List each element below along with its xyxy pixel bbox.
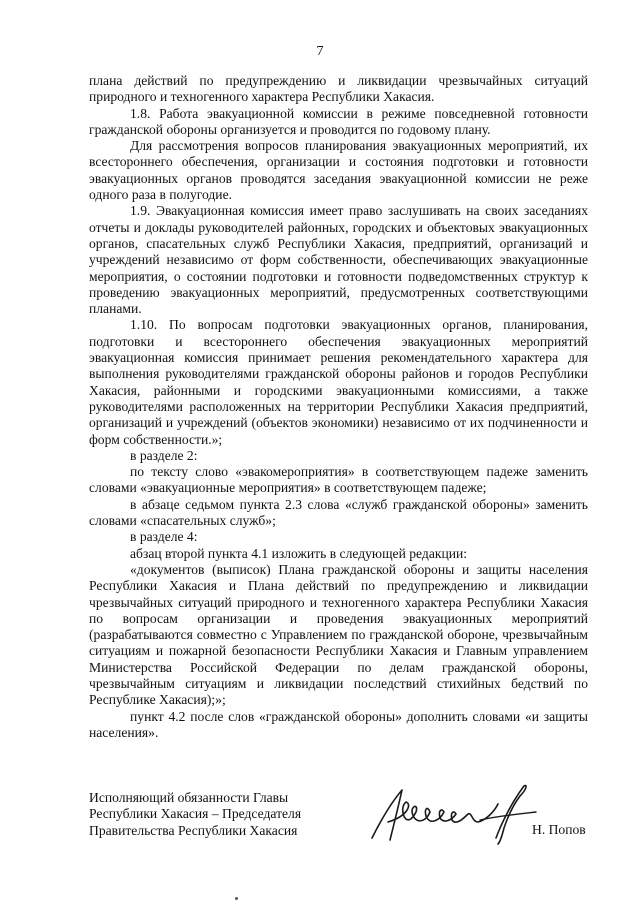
- signatory-title-line: Республики Хакасия – Председателя: [89, 806, 302, 822]
- scan-artifact: [235, 897, 238, 900]
- signatory-title-line: Правительства Республики Хакасия: [89, 822, 298, 838]
- signatory-name: Н. Попов: [532, 822, 586, 837]
- paragraph: абзац второй пункта 4.1 изложить в следующей редакции:: [130, 545, 468, 561]
- paragraph: в разделе 2:: [130, 447, 198, 463]
- signatory-title-line: Исполняющий обязанности Главы: [89, 790, 289, 805]
- paragraph: 1.8. Работа эвакуационной комиссии в режиме повседневной готовности гражданской обороны организуется и проводится по годовому плану.: [89, 105, 588, 137]
- handwritten-signature: [368, 782, 540, 846]
- paragraph: в абзаце седьмом пункта 2.3 слова «служб гражданской обороны» заменить словами «спасательных служб»;: [89, 496, 588, 529]
- page-number: 7: [316, 44, 324, 59]
- paragraph: плана действий по предупреждению и ликвидации чрезвычайных ситуаций природного и техногенного характера Республики Хакасия.: [89, 73, 588, 105]
- paragraph: Для рассмотрения вопросов планирования эвакуационных мероприятий, их всестороннего обеспечения, организации и состояния подготовки и готовности эвакуационных органов проводятся заседания эвакуационной комиссии не реже одного раза в полугодие.: [89, 138, 588, 203]
- paragraph: 1.10. По вопросам подготовки эвакуационных органов, планирования, подготовки и всестороннего обеспечения эвакуационных мероприятий эвакуационная комиссия принимает решения рекомендательного характера для выполнения руководителями гражданской обороны районов и городов Республики Хакасия, районными и городскими эвакуационными комиссиями, а также руководителями расположенных на территории Республики Хакасия предприятий, организаций и учреждений (объектов экономики) независимо от их подчиненности и форм собственности.»;: [89, 317, 588, 447]
- document-body: [89, 73, 588, 741]
- signatory-title: [89, 790, 301, 839]
- paragraph: в разделе 4:: [130, 529, 198, 545]
- paragraph: по тексту слово «эвакомероприятия» в соответствующем падеже заменить словами «эвакуационные мероприятия» в соответствующем падеже;: [89, 464, 588, 496]
- paragraph: 1.9. Эвакуационная комиссия имеет право заслушивать на своих заседаниях отчеты и доклады руководителей районных, городских и объектовых эвакуационных органов, спасательных служб Республики Хакасия, предприятий, организаций и учреждений независимо от форм собственности, обеспечивающих эвакуационные мероприятия, о состоянии подготовки и готовности подведомственных структур к проведению эвакуационных мероприятий, предусмотренных соответствующими планами.: [89, 203, 588, 317]
- paragraph: «документов (выписок) Плана гражданской обороны и защиты населения Республики Хакасия и Плана действий по предупреждению и ликвидации чрезвычайных ситуаций природного и техногенного характера Республики Хакасия по вопросам организации и проведения эвакуационных мероприятий (разрабатываются совместно с Управлением по гражданской обороне, чрезвычайным ситуациям и пожарной безопасности Республики Хакасия и Главным управлением Министерства Российской Федерации по делам гражданской обороны, чрезвычайным ситуациям и ликвидации последствий стихийных бедствий по Республике Хакасия);»;: [89, 561, 588, 708]
- paragraph: пункт 4.2 после слов «гражданской обороны» дополнить словами «и защиты населения».: [89, 708, 588, 740]
